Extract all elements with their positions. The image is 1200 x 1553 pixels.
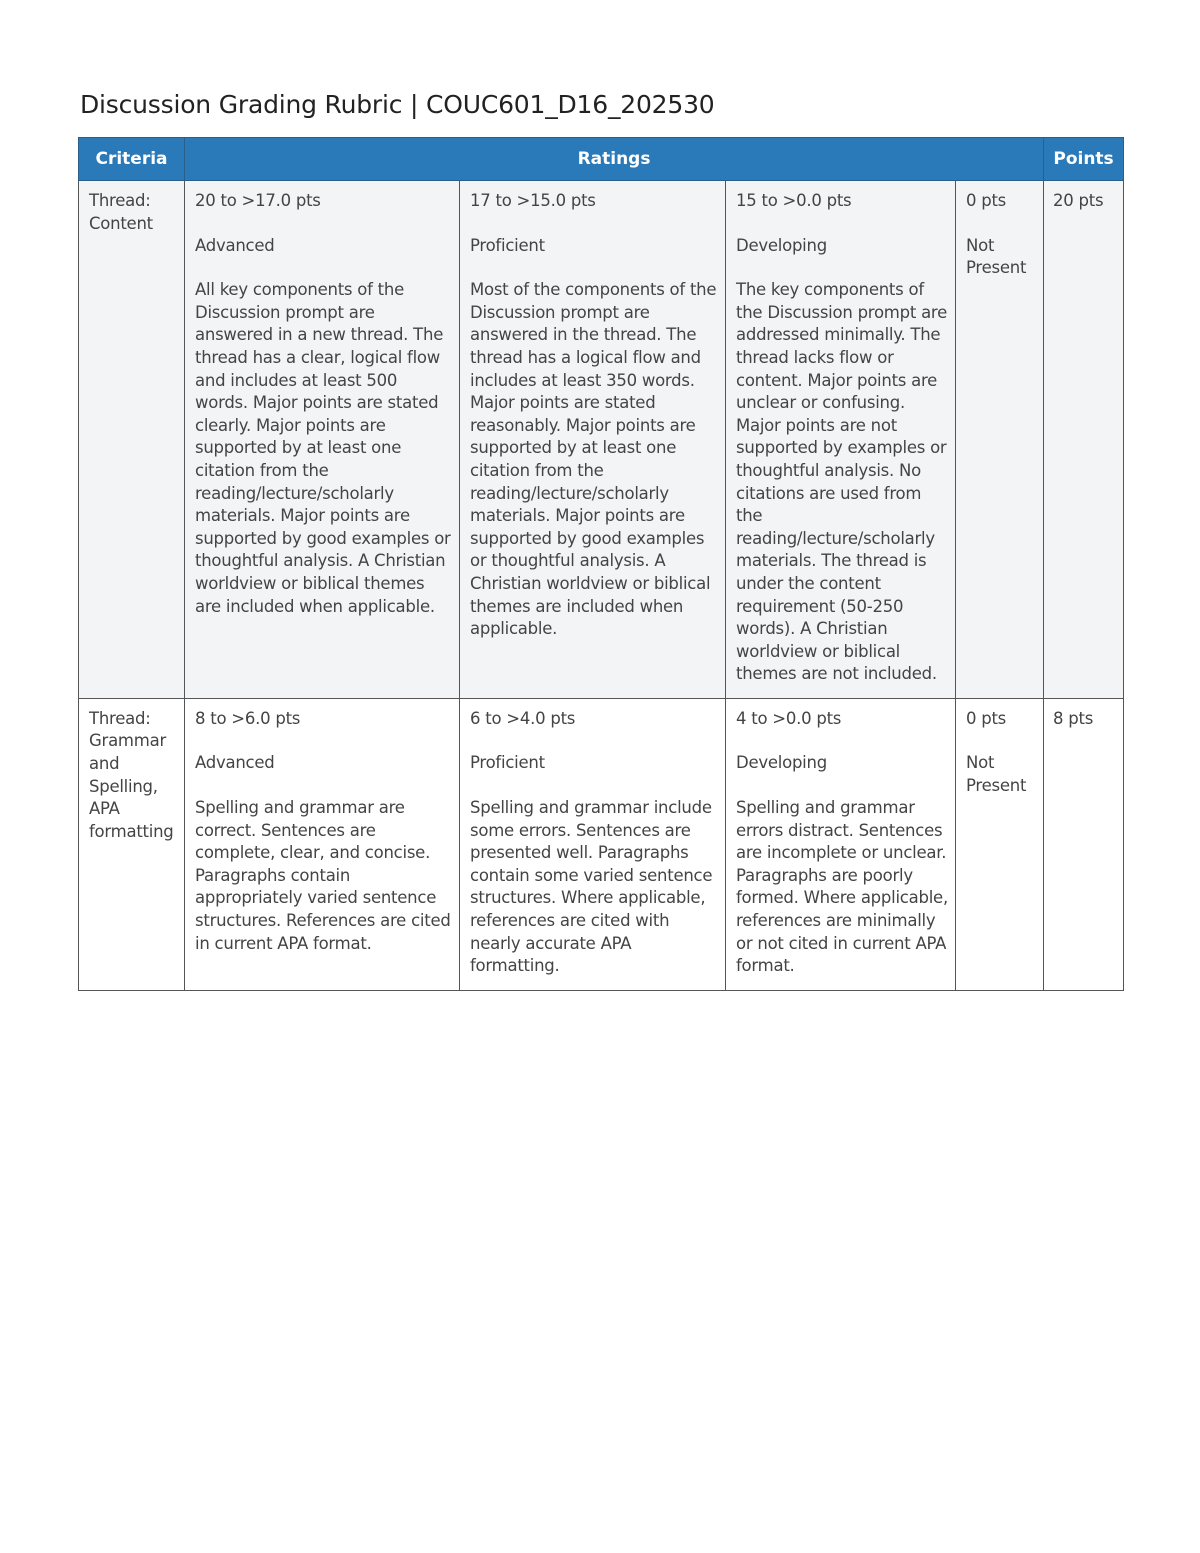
rating-description: All key components of the Discussion prompt are answered in a new thread. The thread has a clear, logical flow and includes at least 500 words. Major points are stated clearly. Major points are supported by at least one citation from the reading/lecture/scholarly materials. Major points are supported by good examples or thoughtful analysis. A Christian worldview or biblical themes are included when applicable.: [195, 280, 451, 616]
rating-level: Developing: [736, 235, 827, 255]
rating-cell: [956, 181, 1044, 699]
rating-cell: [956, 698, 1044, 990]
points-header: Points: [1044, 138, 1124, 181]
rating-points: 20 to >17.0 pts: [195, 191, 321, 210]
rating-points: 15 to >0.0 pts: [736, 191, 852, 210]
criterion-cell: Thread: Content: [79, 181, 185, 699]
rating-cell: [185, 181, 460, 699]
rating-cell: [460, 181, 726, 699]
rating-level: Proficient: [470, 235, 545, 255]
rubric-table: [78, 137, 1124, 991]
rating-level: Developing: [736, 753, 827, 773]
rating-points: 17 to >15.0 pts: [470, 191, 596, 210]
rating-description: The key components of the Discussion prompt are addressed minimally. The thread lacks flow or content. Major points are unclear or confusing. Major points are not supported by examples or thoughtful analysis. No citations are used from the reading/lecture/scholarly materials. The thread is under the content requirement (50-250 words). A Christian worldview or biblical themes are not included.: [736, 280, 947, 684]
rating-points: 6 to >4.0 pts: [470, 708, 576, 728]
rating-cell: [460, 698, 726, 990]
header-row: [79, 138, 1124, 181]
rating-points: 0 pts: [966, 191, 1007, 210]
rating-level: Not Present: [966, 753, 1027, 796]
rating-points: 8 to >6.0 pts: [195, 708, 301, 728]
table-row: [79, 181, 1124, 699]
rating-level: Advanced: [195, 235, 275, 255]
rating-description: Most of the components of the Discussion prompt are answered in the thread. The thread has a logical flow and includes at least 350 words. Major points are stated reasonably. Major points are supported by at least one citation from the reading/lecture/scholarly materials. Major points are supported by good examples or thoughtful analysis. A Christian worldview or biblical themes are included when applicable.: [470, 280, 717, 639]
criterion-cell: Thread: Grammar and Spelling, APA formatting: [79, 698, 185, 990]
rating-level: Proficient: [470, 753, 545, 773]
total-points-cell: 8 pts: [1044, 698, 1124, 990]
rating-cell: [185, 698, 460, 990]
page-title: Discussion Grading Rubric | COUC601_D16_202530: [80, 90, 715, 119]
rating-description: Spelling and grammar include some errors. Sentences are presented well. Paragraphs contain some varied sentence structures. Where applicable, references are cited with nearly accurate APA formatting.: [470, 798, 713, 976]
rating-points: 4 to >0.0 pts: [736, 708, 842, 728]
rating-level: Advanced: [195, 753, 275, 773]
rating-cell: [726, 698, 956, 990]
rating-description: Spelling and grammar are correct. Sentences are complete, clear, and concise. Paragraphs contain appropriately varied sentence structures. References are cited in current APA format.: [195, 798, 451, 953]
rating-cell: [726, 181, 956, 699]
ratings-header: Ratings: [185, 138, 1044, 181]
rating-description: Spelling and grammar errors distract. Sentences are incomplete or unclear. Paragraphs are poorly formed. Where applicable, references are minimally or not cited in current APA format.: [736, 798, 948, 976]
rating-points: 0 pts: [966, 708, 1007, 728]
total-points-cell: 20 pts: [1044, 181, 1124, 699]
table-row: [79, 698, 1124, 990]
criteria-header: Criteria: [79, 138, 185, 181]
rating-level: Not Present: [966, 235, 1027, 278]
